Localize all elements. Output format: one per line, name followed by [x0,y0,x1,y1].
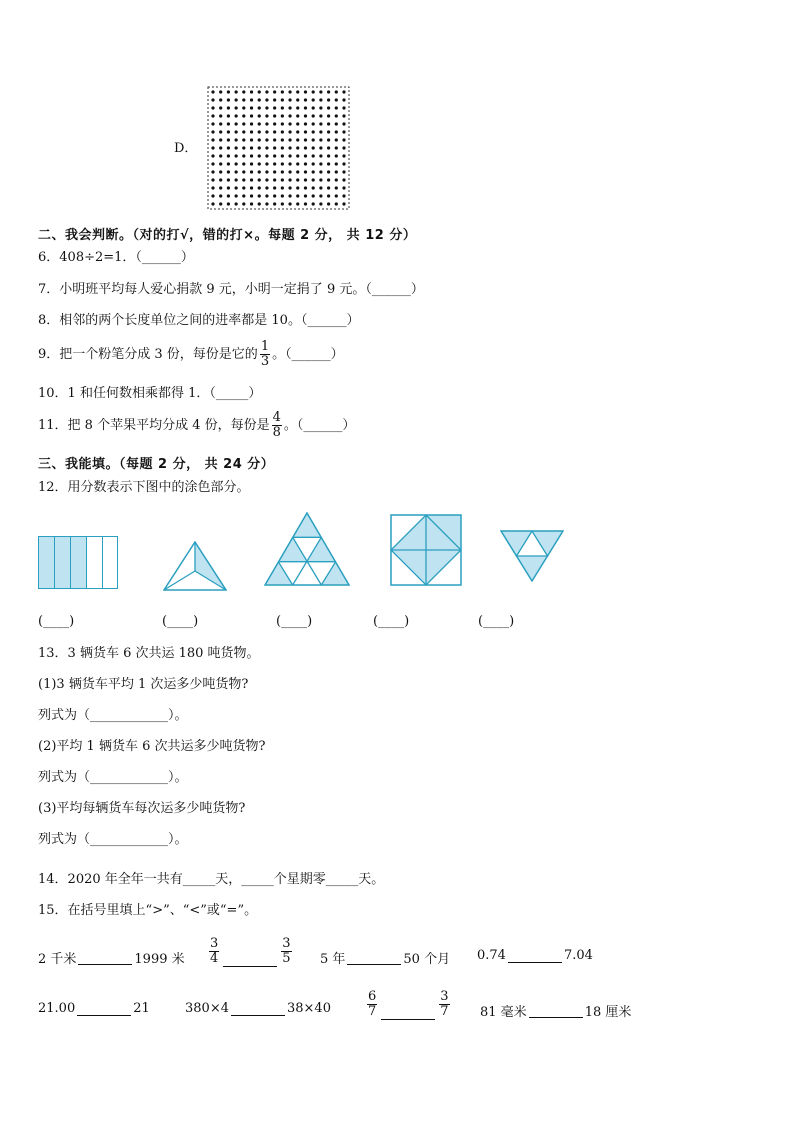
compare-item [320,948,450,967]
question-13-answer-3[interactable]: 列式为（____________）。 [38,832,188,847]
dot-grid-figure [207,86,350,210]
question-9 [38,340,344,369]
question-13-part-2: (2)平均 1 辆货车 6 次共运多少吨货物? [38,739,266,754]
question-13: 13．3 辆货车 6 次共运 180 吨货物。 [38,646,260,661]
question-12: 12．用分数表示下图中的涂色部分。 [38,480,250,495]
answer-blank-5[interactable]: (____) [478,614,515,629]
fraction-denominator: 7 [440,1004,449,1019]
answer-blank-2[interactable]: (____) [162,614,199,629]
fraction [260,340,270,369]
fraction-numerator: 3 [440,989,449,1004]
question-7: 7．小明班平均每人爱心捐款 9 元，小明一定捐了 9 元。（______） [38,282,424,297]
fraction-numerator: 3 [282,936,291,951]
question-13-part-3: (3)平均每辆货车每次运多少吨货物? [38,801,246,816]
fraction-numerator: 4 [272,410,281,425]
question-11-tail: 。（______） [283,417,356,433]
question-9-tail: 。（______） [272,346,344,362]
section3-heading: 三、我能填。（每题 2 分， 共 24 分） [38,457,275,472]
answer-blank-4[interactable]: (____) [373,614,410,629]
fraction-denominator: 8 [272,425,281,440]
question-6: 6．408÷2=1．（______） [38,250,194,265]
fraction-denominator: 3 [260,354,270,369]
fraction [367,990,377,1019]
compare-right: 38×40 [286,1001,331,1016]
compare-right: 21 [133,1001,150,1016]
compare-blank[interactable] [78,950,132,965]
compare-blank[interactable] [381,1005,435,1020]
compare-right: 50 个月 [403,952,451,967]
compare-left: 81 毫米 [480,1005,527,1020]
question-15: 15．在括号里填上“>”、“<”或“=”。 [38,903,258,918]
fraction-numerator: 1 [260,339,270,354]
option-d-label: D． [174,141,198,156]
question-8: 8．相邻的两个长度单位之间的进率都是 10。（______） [38,313,360,328]
compare-item [185,1001,331,1016]
question-9-text: 9．把一个粉笔分成 3 份，每份是它的 [38,346,258,362]
compare-item [207,936,294,967]
fraction-denominator: 4 [210,951,219,966]
fraction-denominator: 7 [368,1004,377,1019]
fraction-numerator: 6 [368,989,377,1004]
compare-right: 1999 米 [134,952,185,967]
question-13-answer-1[interactable]: 列式为（____________）。 [38,708,188,723]
fraction [439,990,449,1019]
compare-item [477,948,593,963]
question-13-part-1: (1)3 辆货车平均 1 次运多少吨货物? [38,677,249,692]
compare-right: 18 厘米 [584,1005,632,1020]
figure-triangle-three-parts [163,541,227,591]
compare-blank[interactable] [347,950,401,965]
figure-inverted-triangle [500,530,564,582]
answer-blank-3[interactable]: (____) [276,614,313,629]
compare-left: 2 千米 [38,952,77,967]
figure-triangle-nine-parts [264,512,350,586]
compare-blank[interactable] [223,952,277,967]
compare-left: 5 年 [320,952,346,967]
figure-rectangle-strips [38,536,118,589]
fraction [281,937,291,966]
fraction [209,937,219,966]
compare-left: 380×4 [185,1001,229,1016]
compare-item [38,948,185,967]
question-11-text: 11．把 8 个苹果平均分成 4 份，每份是 [38,417,270,433]
question-10: 10．1 和任何数相乘都得 1．（_____） [38,386,262,401]
compare-blank[interactable] [231,1001,285,1016]
compare-item [480,1001,631,1020]
compare-left: 21.00 [38,1001,76,1016]
compare-right: 7.04 [563,948,593,963]
answer-blank-1[interactable]: (____) [38,614,75,629]
fraction-numerator: 3 [210,936,219,951]
fraction-denominator: 5 [282,951,291,966]
compare-item [38,1001,150,1016]
question-13-answer-2[interactable]: 列式为（____________）。 [38,770,188,785]
section2-heading: 二、我会判断。（对的打√，错的打×。每题 2 分， 共 12 分） [38,228,417,243]
question-14: 14．2020 年全年一共有_____天，_____个星期零_____天。 [38,872,385,887]
fraction [272,411,282,440]
compare-left: 0.74 [477,948,506,963]
compare-item [365,989,452,1020]
compare-blank[interactable] [529,1003,583,1018]
question-11 [38,411,355,440]
compare-blank[interactable] [508,948,562,963]
compare-blank[interactable] [77,1001,131,1016]
figure-square-with-diamond [390,514,462,586]
